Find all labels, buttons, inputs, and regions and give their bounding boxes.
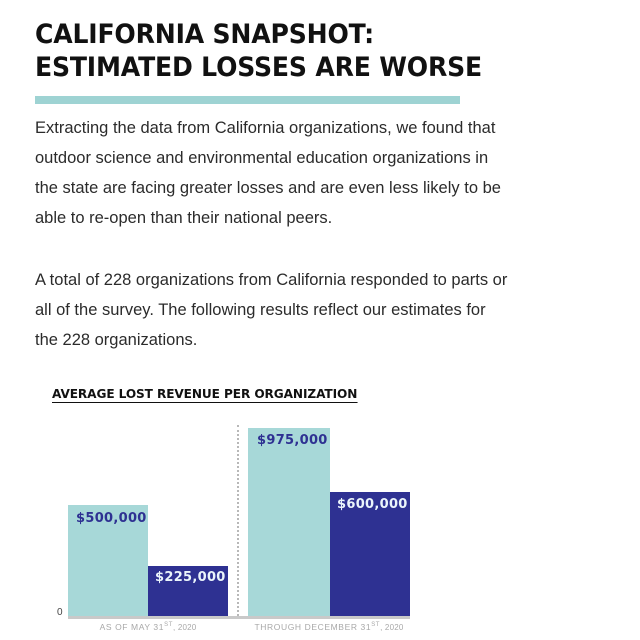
chart-group-label-2-year: , 2020 bbox=[380, 623, 404, 632]
body-paragraph-2-text: A total of 228 organizations from California responded to parts or all of the survey. The following results reflect our estimates for the 228 organizations. bbox=[35, 271, 508, 349]
chart-group-label-2-main: THROUGH DECEMBER 31 bbox=[254, 622, 372, 632]
chart-group-label-1 bbox=[68, 622, 228, 632]
bar-label-group1-light: $500,000 bbox=[76, 511, 147, 526]
chart-group-label-1-main: AS OF MAY 31 bbox=[99, 622, 165, 632]
bar-label-group1-dark: $225,000 bbox=[155, 570, 226, 585]
chart-group-label-2 bbox=[248, 622, 410, 632]
body-paragraph-1-text: Extracting the data from California organizations, we found that outdoor science and environmental education organizations in the state are facing greater losses and are even less likely to be able to re-open than their national peers. bbox=[35, 119, 501, 227]
page-title-line-1: CALIFORNIA SNAPSHOT: bbox=[35, 19, 375, 50]
chart-group-label-1-year: , 2020 bbox=[172, 623, 197, 632]
bar-group2-light bbox=[248, 428, 330, 616]
page-title-line-2: ESTIMATED LOSSES ARE WORSE bbox=[35, 52, 482, 83]
chart-group-label-1-ordinal: ST bbox=[164, 622, 173, 629]
chart-title: AVERAGE LOST REVENUE PER ORGANIZATION bbox=[52, 386, 358, 401]
chart-x-axis-line bbox=[68, 616, 410, 619]
chart-axis-zero-label: 0 bbox=[57, 607, 63, 618]
group-divider-dotted-line bbox=[237, 425, 239, 616]
bar-label-group2-light: $975,000 bbox=[257, 433, 328, 448]
bar-label-group2-dark: $600,000 bbox=[337, 497, 408, 512]
chart-group-label-2-ordinal: ST bbox=[371, 622, 381, 629]
